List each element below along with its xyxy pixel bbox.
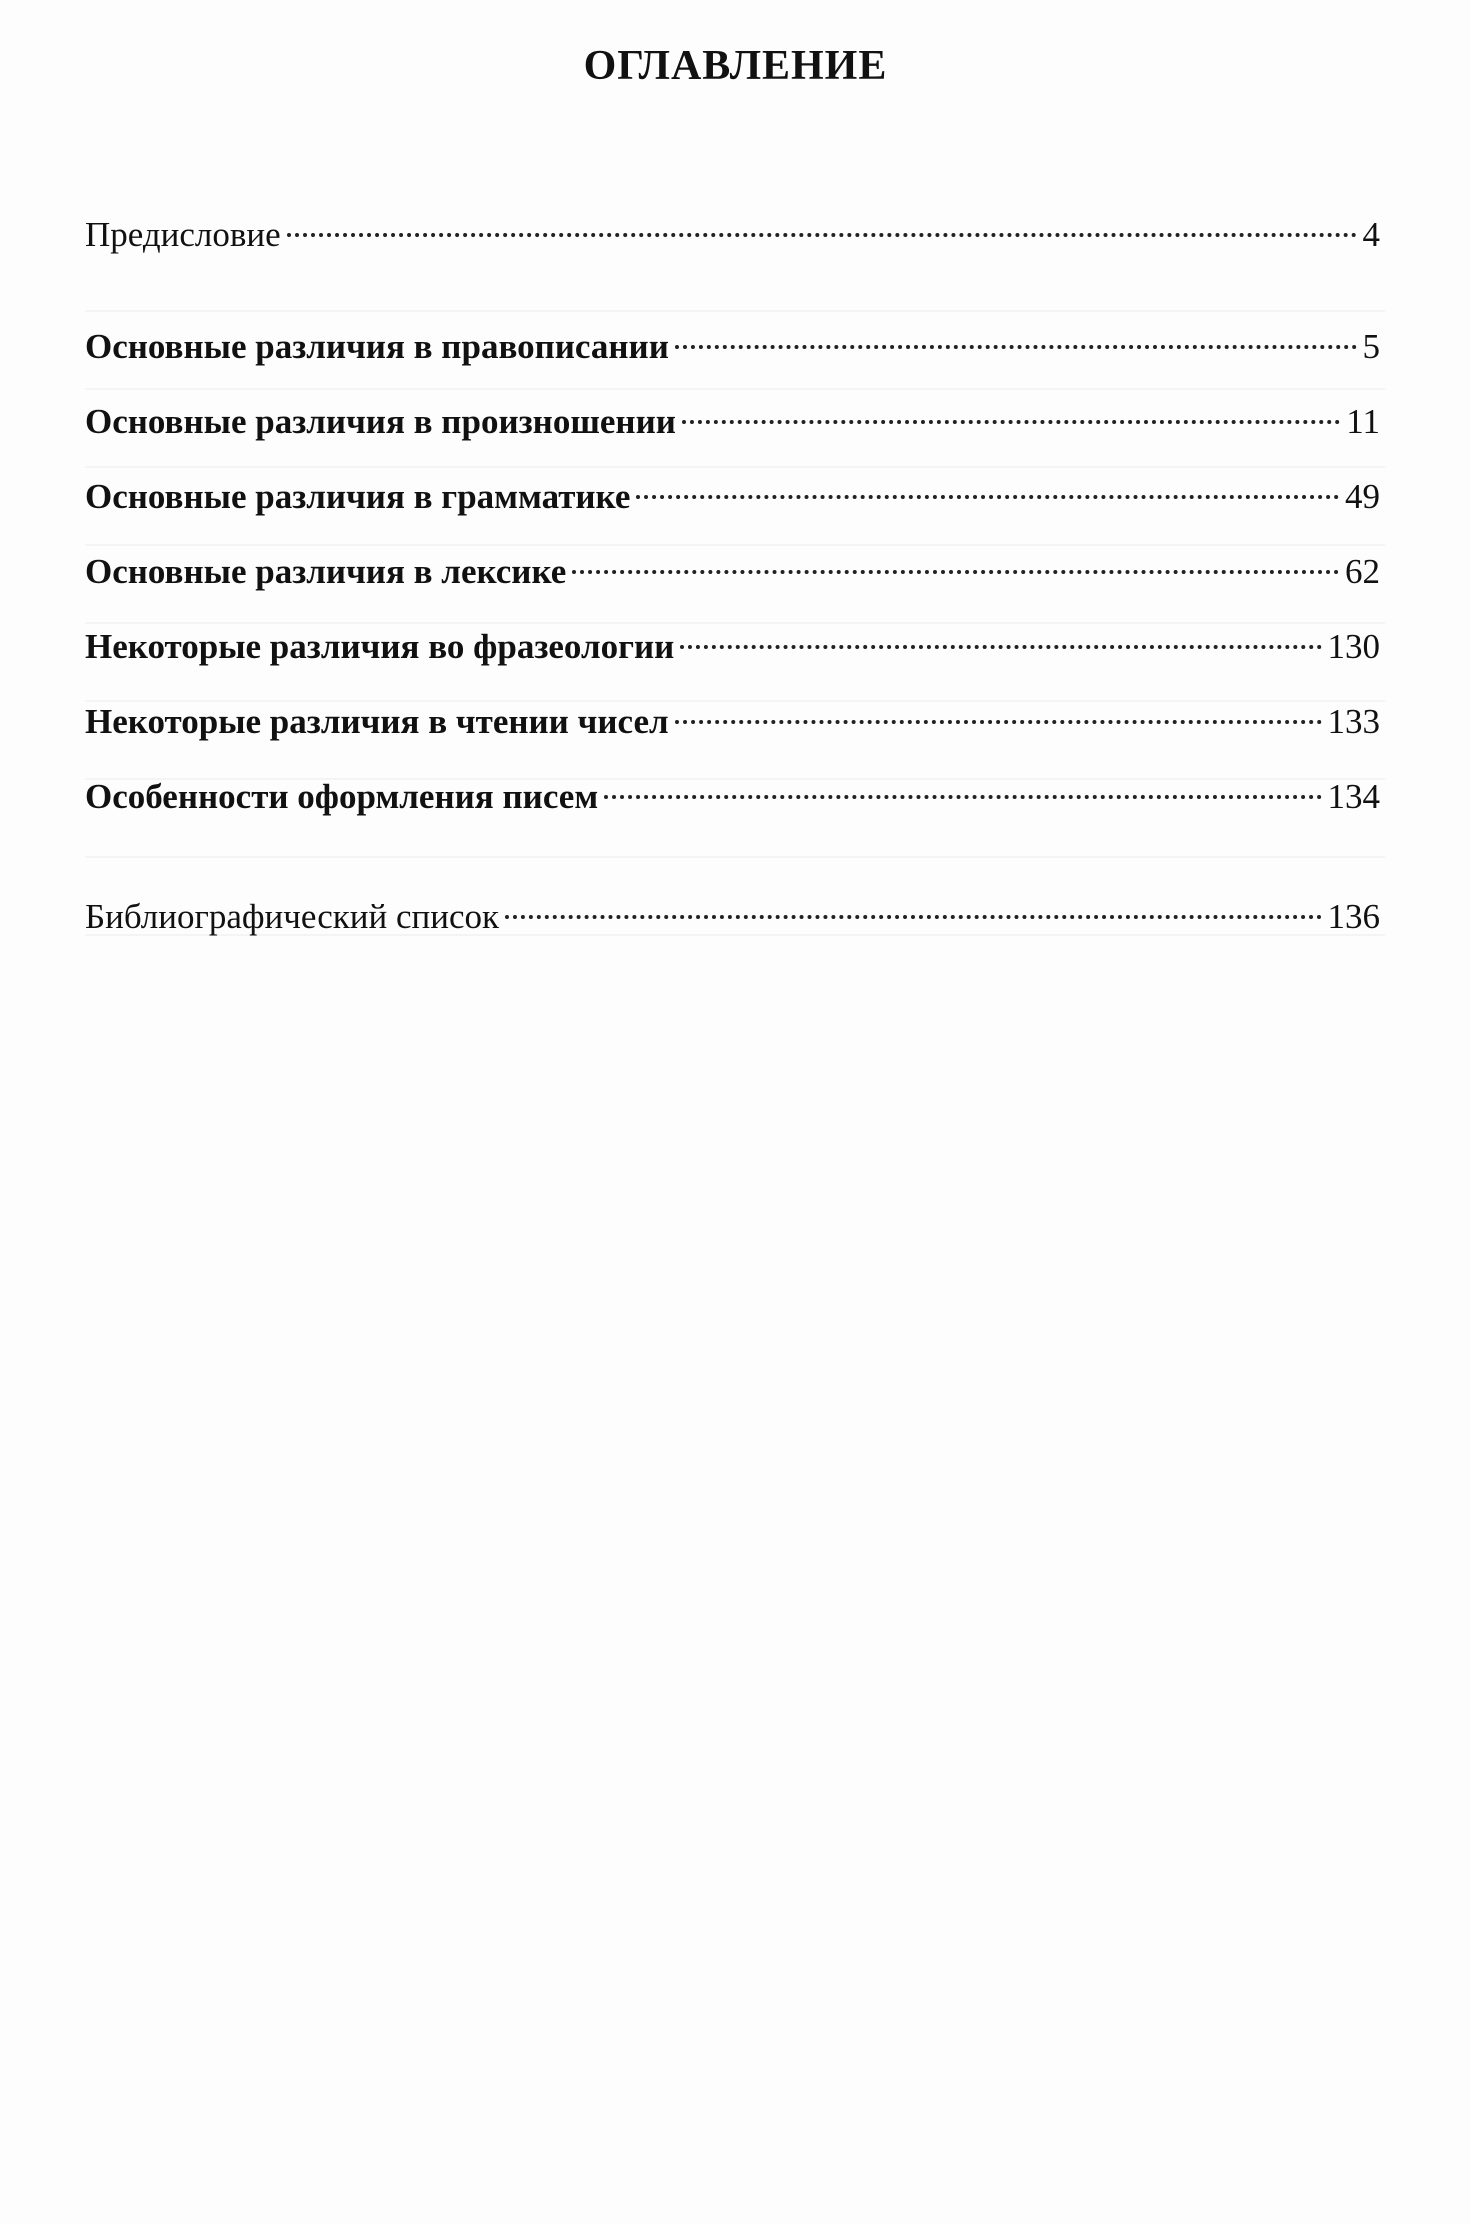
toc-entry-title: Особенности оформления писем (85, 777, 599, 816)
dot-leader (675, 345, 1357, 349)
toc-entry-page: 49 (1345, 477, 1380, 516)
toc-entry-page: 136 (1327, 897, 1380, 936)
dot-leader (604, 795, 1321, 799)
dot-leader (505, 915, 1321, 919)
dot-leader (682, 420, 1340, 424)
toc-entry-letters[interactable] (85, 772, 1380, 822)
toc-entry-vocabulary[interactable] (85, 547, 1380, 597)
toc-entry-grammar[interactable] (85, 472, 1380, 522)
page-title: ОГЛАВЛЕНИЕ (583, 43, 888, 89)
toc-entry-title: Предисловие (85, 215, 281, 254)
toc-entry-title: Основные различия в лексике (85, 552, 567, 591)
toc-entry-page: 5 (1362, 327, 1380, 366)
toc-entry-title: Основные различия в правописании (85, 327, 669, 366)
toc-entry-title: Некоторые различия в чтении чисел (85, 702, 669, 741)
dot-leader (287, 233, 1357, 237)
dot-leader (675, 720, 1322, 724)
toc-entry-page: 4 (1362, 215, 1380, 254)
toc-entry-title: Основные различия в произношении (85, 402, 676, 441)
toc-entry-page: 133 (1327, 702, 1380, 741)
toc-entry-bibliography[interactable] (85, 892, 1380, 942)
toc-entry-page: 130 (1327, 627, 1380, 666)
dot-leader (572, 570, 1339, 574)
toc-entry-page: 62 (1345, 552, 1380, 591)
toc-entry-title: Основные различия в грамматике (85, 477, 631, 516)
toc-entry-page: 134 (1327, 777, 1380, 816)
toc-entry-page: 11 (1346, 402, 1380, 441)
toc-entry-numbers[interactable] (85, 697, 1380, 747)
toc-entry-pronunciation[interactable] (85, 397, 1380, 447)
dot-leader (680, 645, 1321, 649)
dot-leader (636, 495, 1339, 499)
toc-entry-spelling[interactable] (85, 322, 1380, 372)
toc-entry-title: Библиографический список (85, 897, 500, 936)
toc-entry-preface[interactable] (85, 210, 1380, 260)
toc-entry-phraseology[interactable] (85, 622, 1380, 672)
toc-entry-title: Некоторые различия во фразеологии (85, 627, 675, 666)
